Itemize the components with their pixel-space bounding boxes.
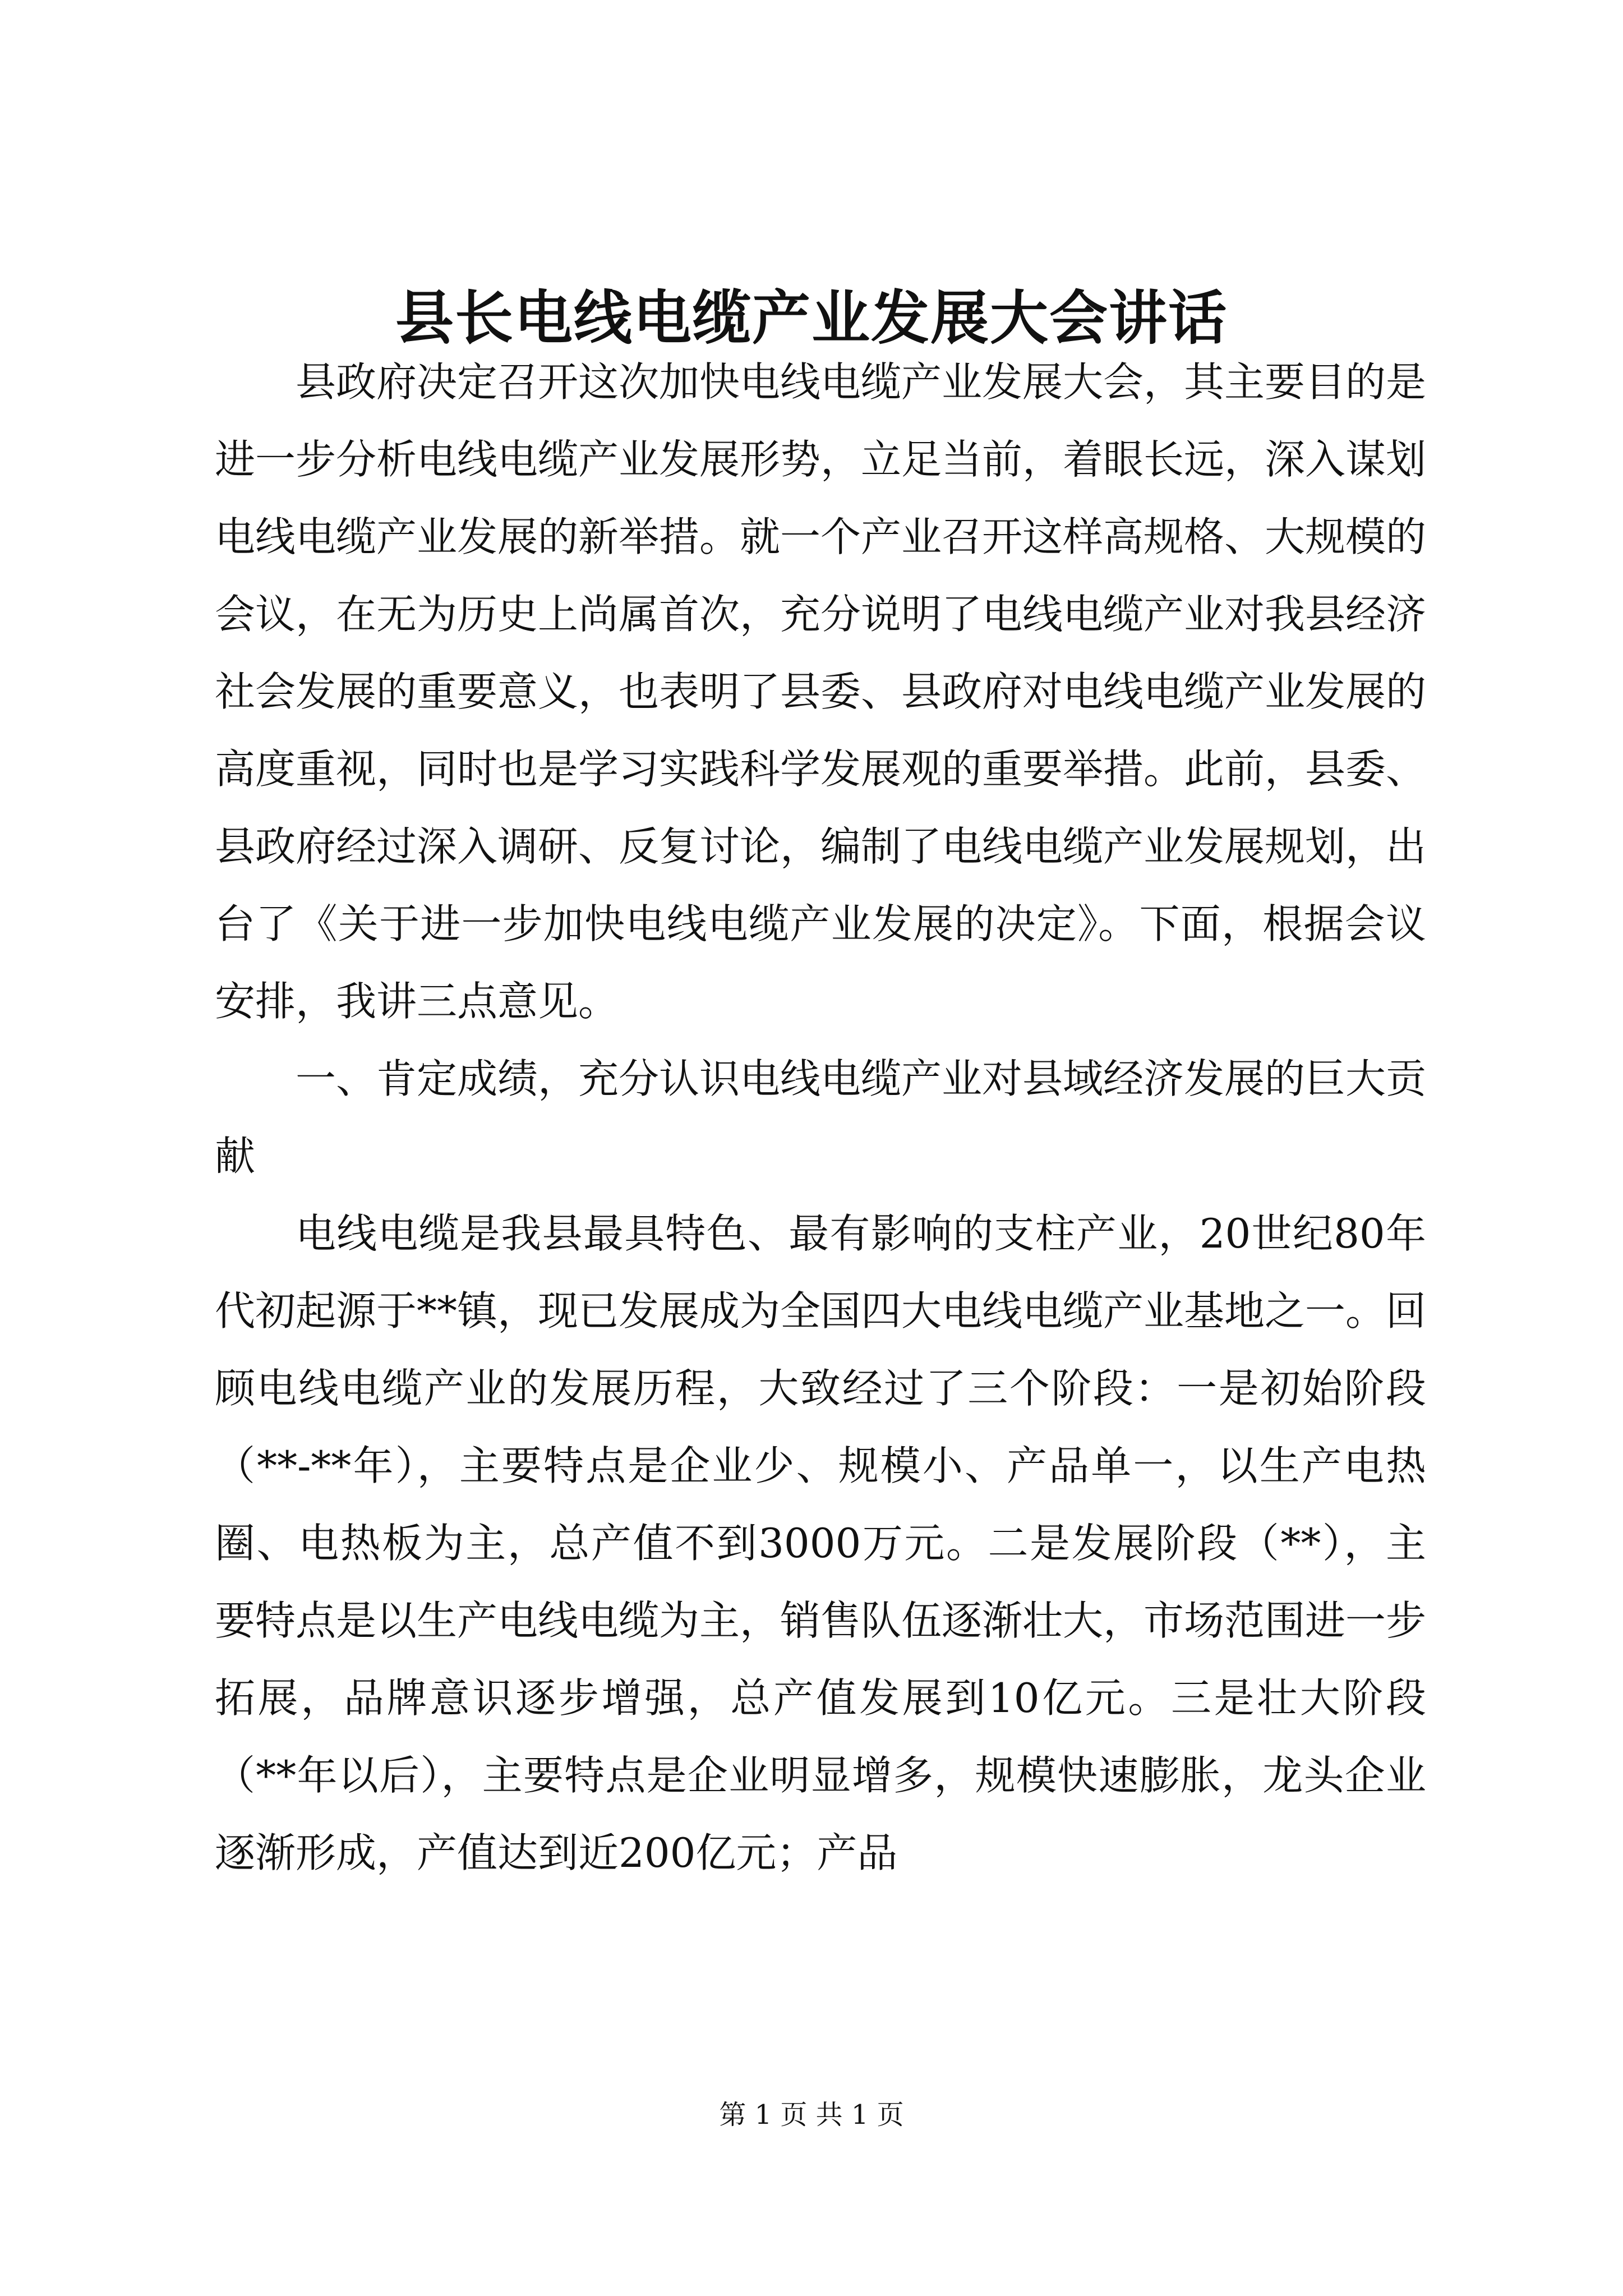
paragraph-history: 电线电缆是我县最具特色、最有影响的支柱产业，20世纪80年代初起源于**镇，现已发展成为全国四大电线电缆产业基地之一。回顾电线电缆产业的发展历程，大致经过了三个阶段：一是初始阶段（**-**年），主要特点是企业少、规模小、产品单一，以生产电热圈、电热板为主，总产值不到3000万元。二是发展阶段（**），主要特点是以生产电线电缆为主，销售队伍逐渐壮大，市场范围进一步拓展，品牌意识逐步增强，总产值发展到10亿元。三是壮大阶段（**年以后），主要特点是企业明显增多，规模快速膨胀，龙头企业逐渐形成，产值达到近200亿元；产品	[215, 1210, 1427, 1876]
paragraph-intro: 县政府决定召开这次加快电线电缆产业发展大会，其主要目的是进一步分析电线电缆产业发展形势，立足当前，着眼长远，深入谋划电线电缆产业发展的新举措。就一个产业召开这样高规格、大规模的会议，在无为历史上尚属首次，充分说明了电线电缆产业对我县经济社会发展的重要意义，也表明了县委、县政府对电线电缆产业发展的高度重视，同时也是学习实践科学发展观的重要举措。此前，县委、县政府经过深入调研、反复讨论，编制了电线电缆产业发展规划，出台了《关于进一步加快电线电缆产业发展的决定》。下面，根据会议安排，我讲三点意见。	[215, 358, 1427, 1025]
section-heading-1: 一、肯定成绩，充分认识电线电缆产业对县域经济发展的巨大贡献	[215, 1055, 1427, 1180]
document-body	[215, 343, 1426, 1892]
page-number-footer: 第 1 页 共 1 页	[719, 2099, 904, 2131]
document-title: 县长电线电缆产业发展大会讲话	[395, 283, 1228, 352]
